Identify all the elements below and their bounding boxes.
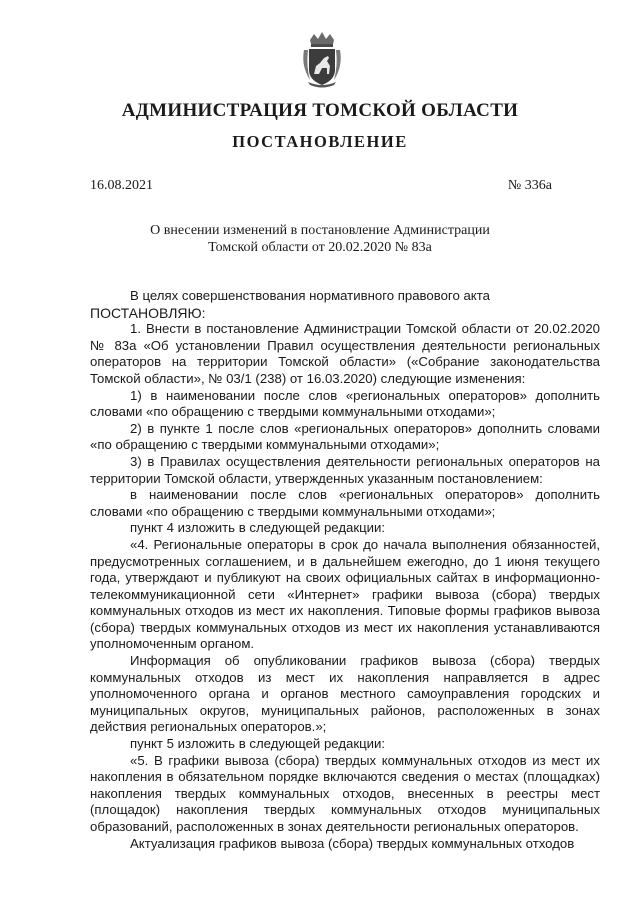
paragraph: Актуализация графиков вывоза (сбора) твердых коммунальных отходов [130, 835, 575, 851]
paragraph: в наименовании после слов «региональных операторов» дополнить словами «по обращению с твердыми коммунальными отходами»; [90, 487, 600, 519]
paragraph: пункт 4 изложить в следующей редакции: [130, 520, 386, 536]
tomsk-region-coat-of-arms-icon [300, 30, 344, 88]
paragraph: «5. В графики вывоза (сбора) твердых коммунальных отходов из мест их накопления в обязательном порядке включаются сведения о местах (площадках) накопления твердых коммунальных отходов, внесенных в реестры мест (площадок) накопления твердых коммунальных отходов муниципальных образований, расположенных в зонах деятельности региональных операторов. [90, 752, 600, 834]
preamble: В целях совершенствования нормативного правового акта [130, 288, 490, 303]
paragraph: 2) в пункте 1 после слов «региональных операторов» дополнить словами «по обращению с твердыми коммунальными отходами»; [90, 420, 600, 453]
paragraph: 3) в Правилах осуществления деятельности региональных операторов на территории Томской области, утвержденных указанным постановлением: [90, 453, 600, 486]
document-subject [0, 222, 640, 256]
subject-line-1: О внесении изменений в постановление Администрации [150, 223, 490, 238]
resolution-word: ПОСТАНОВЛЯЮ: [90, 304, 206, 321]
document-date: 16.08.2021 [90, 178, 153, 193]
document-body [90, 288, 600, 852]
paragraph: 1. Внести в постановление Администрации Томской области от 20.02.2020 № 83а «Об установлении Правил осуществления деятельности региональных операторов на территории Томской области» («Собрание законодательства Томской области», № 03/1 (238) от 16.03.2020) следующие изменения: [90, 321, 600, 386]
paragraph: 1) в наименовании после слов «региональных операторов» дополнить словами «по обращению с твердыми коммунальными отходами»; [90, 387, 600, 420]
document-number: № 336а [507, 178, 552, 193]
paragraph: пункт 5 изложить в следующей редакции: [130, 736, 386, 752]
document-type: ПОСТАНОВЛЕНИЕ [232, 132, 408, 151]
subject-line-2: Томской области от 20.02.2020 № 83а [208, 240, 432, 255]
paragraph: «4. Региональные операторы в срок до начала выполнения обязанностей, предусмотренных соглашением, и в дальнейшем ежегодно, до 1 июня текущего года, утверждают и публикуют на своих официальных сайтах в информационно-телекоммуникационной сети «Интернет» графики вывоза (сбора) твердых коммунальных отходов из мест их накопления. Типовые формы графиков вывоза (сбора) твердых коммунальных отходов из мест их накопления устанавливаются уполномоченным органом. [90, 536, 600, 652]
paragraph: Информация об опубликовании графиков вывоза (сбора) твердых коммунальных отходов из мест их накопления направляется в адрес уполномоченного органа и органов местного самоуправления городских и муниципальных округов, муниципальных районов, расположенных в зонах действия региональных операторов.»; [90, 653, 600, 735]
organization-title: АДМИНИСТРАЦИЯ ТОМСКОЙ ОБЛАСТИ [121, 100, 519, 121]
